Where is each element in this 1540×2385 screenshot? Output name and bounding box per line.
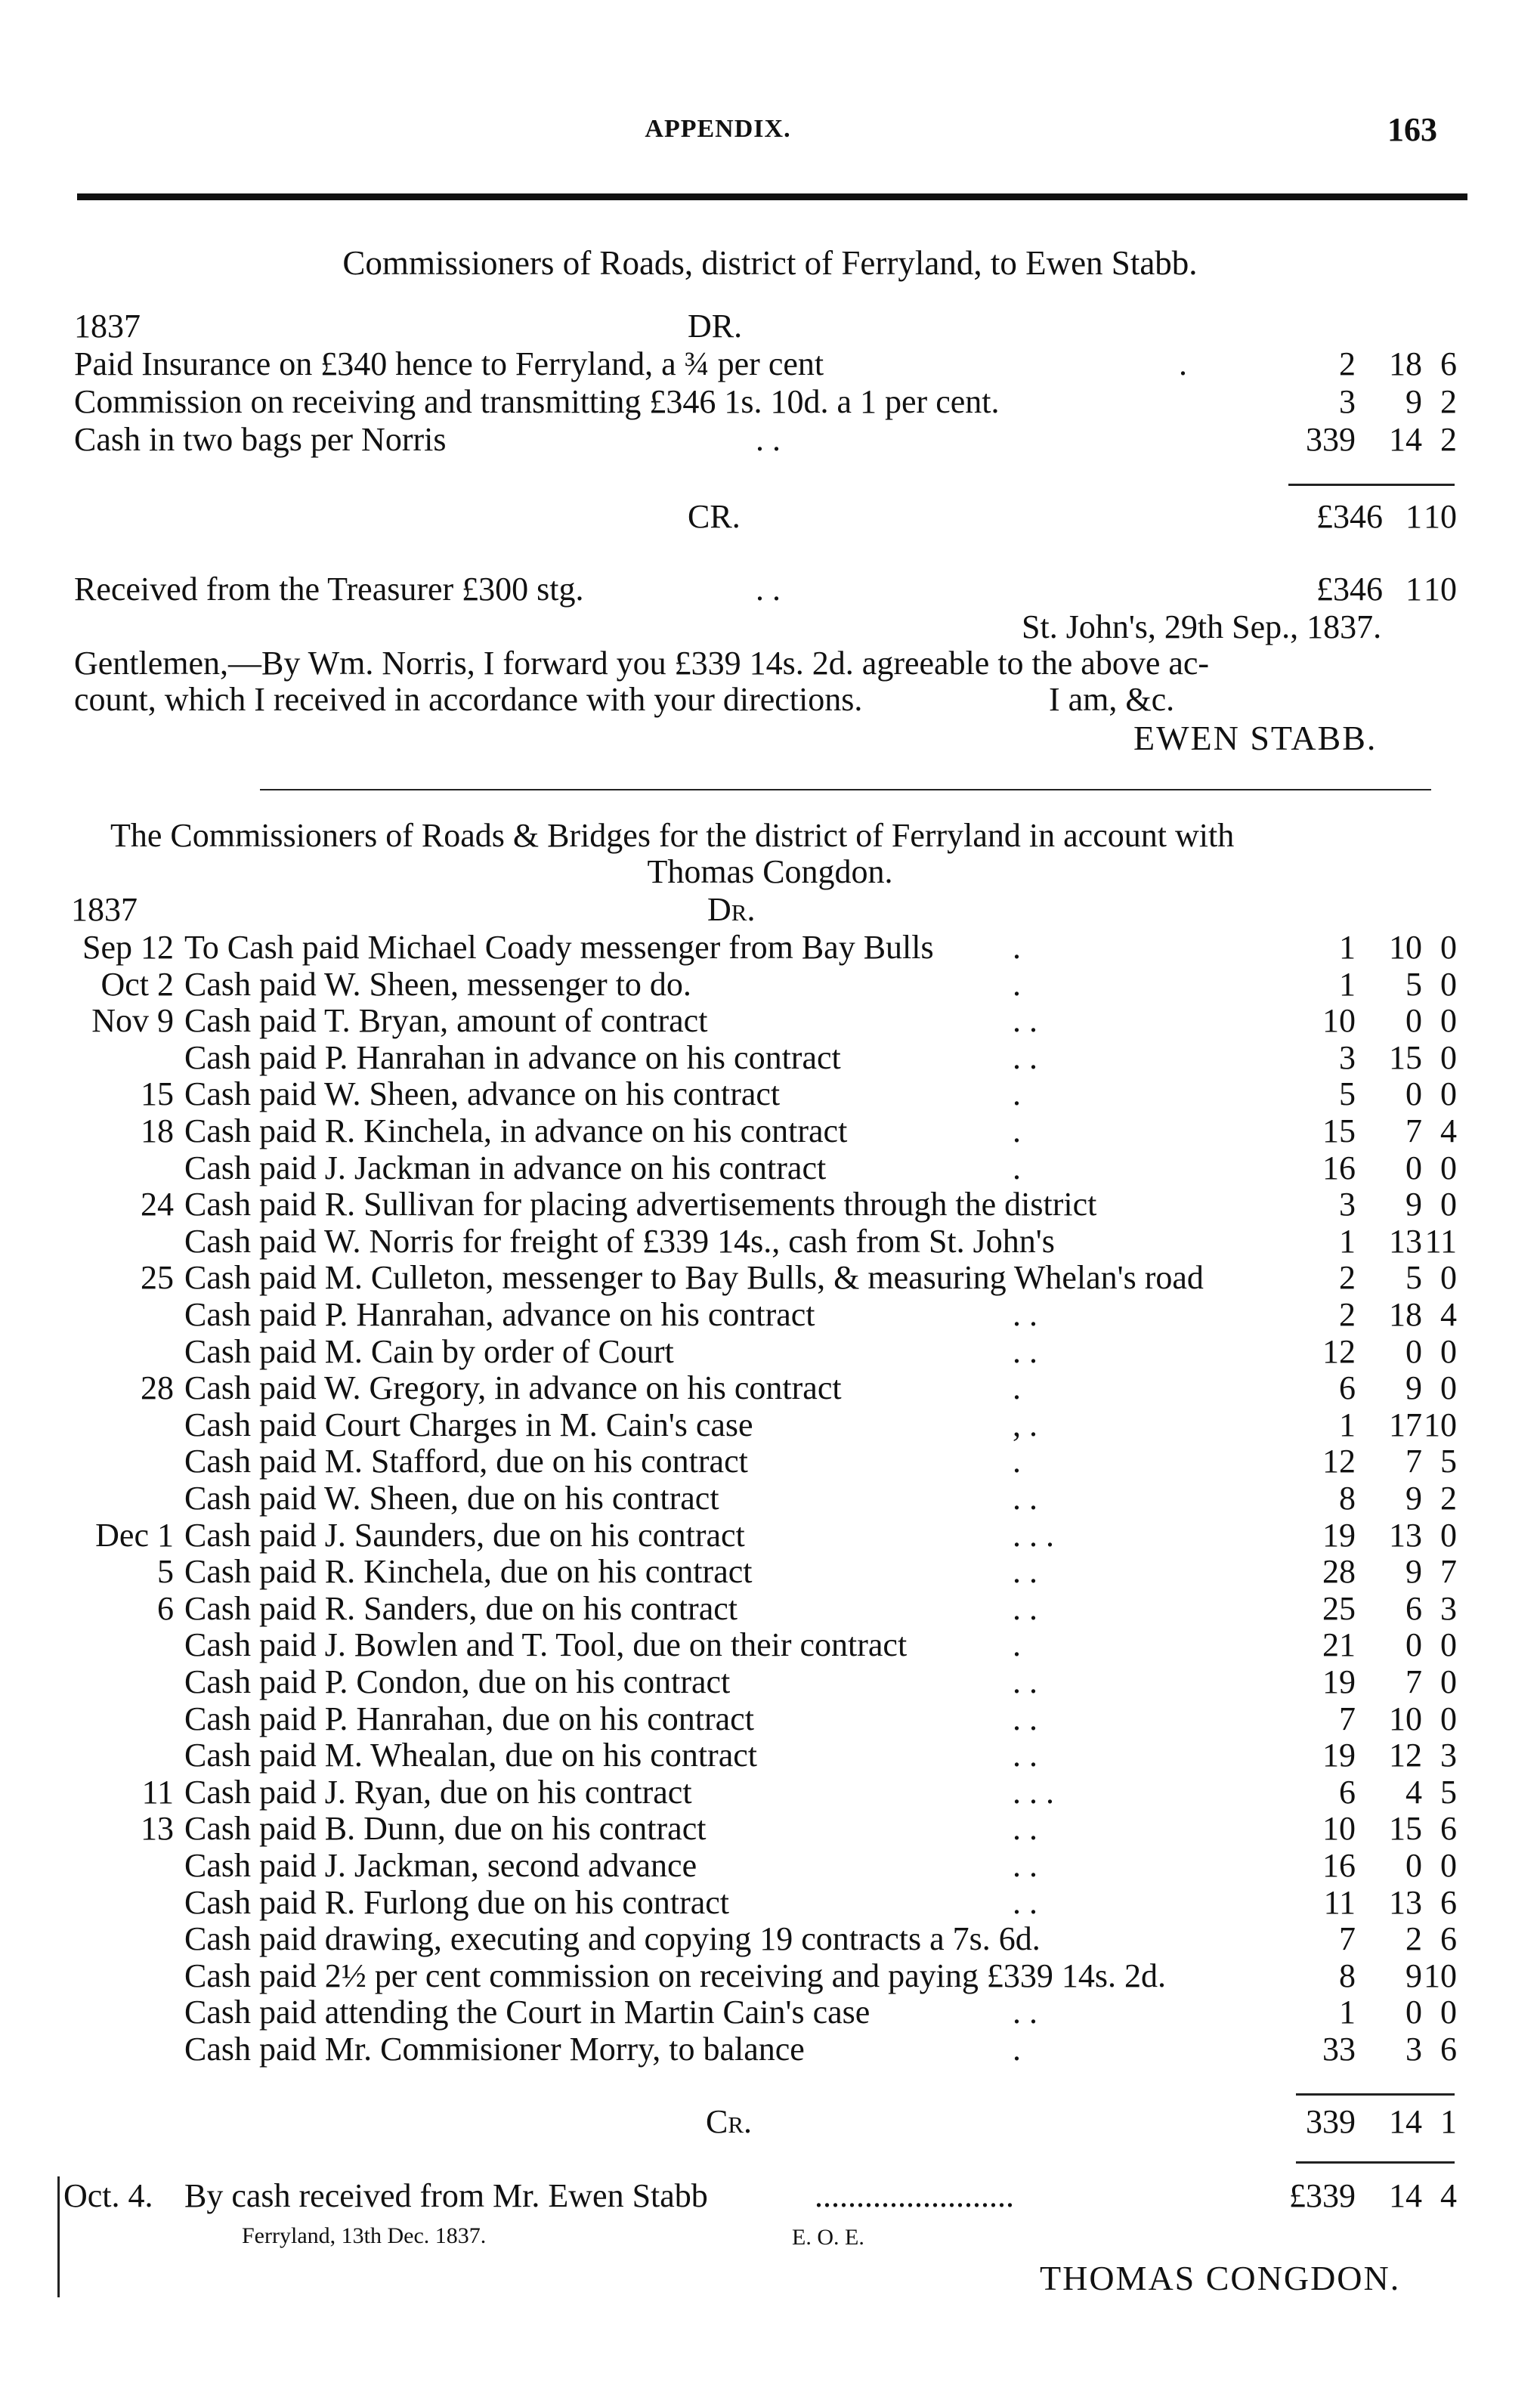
congdon-row-pence: 0 [1440, 1994, 1457, 2031]
stabb-line-text: Cash in two bags per Norris [74, 421, 447, 458]
congdon-row-dots: . [1013, 1149, 1021, 1186]
congdon-row-pounds: 10 [1322, 1002, 1356, 1039]
congdon-row-pence: 6 [1440, 2031, 1457, 2068]
congdon-row-pounds: 25 [1322, 1590, 1356, 1627]
congdon-row-pounds: 3 [1339, 1039, 1356, 1076]
congdon-row-shillings: 0 [1405, 1994, 1422, 2031]
congdon-row-pounds: 33 [1322, 2031, 1356, 2068]
congdon-row-pence: 0 [1440, 1259, 1457, 1296]
congdon-row-date: 25 [141, 1259, 174, 1296]
congdon-row-pence: 0 [1440, 1700, 1457, 1737]
congdon-row-dots: . [1013, 1626, 1021, 1663]
congdon-row-dots: . . [1013, 1590, 1037, 1627]
section-divider [260, 789, 1431, 790]
congdon-row-pence: 0 [1440, 1663, 1457, 1700]
congdon-row-pence: 0 [1440, 966, 1457, 1003]
congdon-row-pence: 0 [1440, 1333, 1457, 1370]
congdon-row-pence: 0 [1440, 929, 1457, 966]
stabb-title: Commissioners of Roads, district of Ferryland, to Ewen Stabb. [342, 244, 1198, 282]
stabb-letter-line-2: count, which I received in accordance with your directions. [74, 681, 863, 718]
congdon-row-text: Cash paid W. Sheen, advance on his contract [184, 1075, 781, 1112]
page-number: 163 [1387, 111, 1437, 148]
congdon-received-date: Oct. 4. [63, 2177, 153, 2214]
congdon-row-shillings: 13 [1389, 1223, 1422, 1260]
congdon-row-date: 18 [141, 1112, 174, 1149]
congdon-row-pounds: 12 [1322, 1443, 1356, 1480]
congdon-row-shillings: 15 [1389, 1039, 1422, 1076]
congdon-row-dots: , . [1013, 1406, 1037, 1443]
congdon-row-shillings: 12 [1389, 1737, 1422, 1774]
congdon-row-shillings: 0 [1405, 1626, 1422, 1663]
congdon-row-dots: . . . [1013, 1774, 1054, 1811]
congdon-row-dots: . [1013, 929, 1021, 966]
congdon-row-pence: 0 [1440, 1149, 1457, 1186]
congdon-row-text: Cash paid P. Condon, due on his contract [184, 1663, 731, 1700]
congdon-row-dots: . . [1013, 1700, 1037, 1737]
stabb-line-pounds: 3 [1339, 383, 1356, 420]
congdon-row-text: Cash paid R. Kinchela, due on his contract [184, 1553, 753, 1590]
stabb-line-text: Paid Insurance on £340 hence to Ferryland, a ¾ per cent [74, 345, 824, 382]
congdon-row-dots: . . [1013, 1737, 1037, 1774]
stabb-line-pence: 2 [1440, 421, 1457, 458]
stabb-letter-line-1: Gentlemen,—By Wm. Norris, I forward you £339 14s. 2d. agreeable to the above ac- [74, 645, 1210, 682]
congdon-row-pence: 0 [1440, 1369, 1457, 1406]
congdon-row-dots: . . [1013, 1480, 1037, 1517]
congdon-row-shillings: 9 [1405, 1186, 1422, 1223]
congdon-row-shillings: 7 [1405, 1112, 1422, 1149]
congdon-row-pence: 6 [1440, 1810, 1457, 1847]
congdon-row-shillings: 0 [1405, 1002, 1422, 1039]
congdon-row-pounds: 1 [1339, 1994, 1356, 2031]
stabb-received-shillings: 1 [1405, 571, 1422, 608]
stabb-line-dots: . . [756, 421, 781, 458]
congdon-row-date: Oct 2 [101, 966, 174, 1003]
stabb-total-shillings: 1 [1405, 498, 1422, 535]
congdon-row-shillings: 5 [1405, 1259, 1422, 1296]
congdon-row-pounds: 2 [1339, 1296, 1356, 1333]
congdon-row-pounds: 19 [1322, 1663, 1356, 1700]
congdon-row-pence: 5 [1440, 1774, 1457, 1811]
congdon-row-pounds: 28 [1322, 1553, 1356, 1590]
congdon-row-dots: . . [1013, 1039, 1037, 1076]
congdon-row-date: Dec 1 [95, 1517, 174, 1554]
congdon-row-shillings: 0 [1405, 1149, 1422, 1186]
congdon-total-shillings: 14 [1389, 2103, 1422, 2140]
congdon-row-shillings: 9 [1405, 1553, 1422, 1590]
congdon-row-shillings: 10 [1389, 1700, 1422, 1737]
congdon-place-date: Ferryland, 13th Dec. 1837. [242, 2223, 487, 2248]
congdon-row-text: Cash paid W. Sheen, due on his contract [184, 1480, 719, 1517]
congdon-total-rule [1296, 2093, 1455, 2096]
congdon-row-text: Cash paid W. Gregory, in advance on his contract [184, 1369, 842, 1406]
congdon-row-pounds: 21 [1322, 1626, 1356, 1663]
congdon-row-date: 5 [157, 1553, 174, 1590]
congdon-row-dots: . . [1013, 1847, 1037, 1884]
congdon-row-shillings: 18 [1389, 1296, 1422, 1333]
congdon-row-pence: 0 [1440, 1847, 1457, 1884]
congdon-row-text: Cash paid J. Saunders, due on his contract [184, 1517, 745, 1554]
congdon-row-shillings: 4 [1405, 1774, 1422, 1811]
congdon-row-pence: 0 [1440, 1517, 1457, 1554]
congdon-row-pence: 6 [1440, 1920, 1457, 1957]
congdon-row-pounds: 6 [1339, 1369, 1356, 1406]
congdon-row-text: Cash paid attending the Court in Martin Cain's case [184, 1994, 871, 2031]
stabb-received-pence: 10 [1424, 571, 1457, 608]
congdon-row-text: Cash paid P. Hanrahan in advance on his contract [184, 1039, 841, 1076]
congdon-row-text: Cash paid 2½ per cent commission on receiving and paying £339 14s. 2d. [184, 1957, 1166, 1994]
congdon-row-text: Cash paid Court Charges in M. Cain's case [184, 1406, 753, 1443]
running-header: APPENDIX. [645, 115, 791, 143]
stabb-line-shillings: 18 [1389, 345, 1422, 382]
congdon-row-pounds: 19 [1322, 1517, 1356, 1554]
congdon-row-dots: . [1013, 966, 1021, 1003]
congdon-row-text: Cash paid P. Hanrahan, due on his contract [184, 1700, 754, 1737]
congdon-row-pounds: 8 [1339, 1480, 1356, 1517]
congdon-row-dots: . . [1013, 1994, 1037, 2031]
congdon-row-shillings: 3 [1405, 2031, 1422, 2068]
congdon-row-pounds: 16 [1322, 1847, 1356, 1884]
congdon-row-shillings: 10 [1389, 929, 1422, 966]
congdon-row-pounds: 6 [1339, 1774, 1356, 1811]
stabb-dr-heading: DR. [688, 308, 743, 345]
congdon-cr-heading: Cr. [706, 2103, 753, 2140]
congdon-row-pounds: 16 [1322, 1149, 1356, 1186]
congdon-row-shillings: 9 [1405, 1480, 1422, 1517]
congdon-received-text: By cash received from Mr. Ewen Stabb [184, 2177, 708, 2214]
congdon-row-pounds: 10 [1322, 1810, 1356, 1847]
congdon-row-shillings: 9 [1405, 1957, 1422, 1994]
congdon-row-pounds: 12 [1322, 1333, 1356, 1370]
congdon-row-text: Cash paid R. Sullivan for placing advertisements through the district [184, 1186, 1097, 1223]
congdon-received-shillings: 14 [1389, 2177, 1422, 2214]
congdon-row-text: Cash paid R. Sanders, due on his contract [184, 1590, 738, 1627]
congdon-row-shillings: 0 [1405, 1847, 1422, 1884]
congdon-received-rule [1296, 2161, 1455, 2164]
congdon-received-dots: ........................ [815, 2177, 1014, 2214]
congdon-row-pence: 11 [1424, 1223, 1457, 1260]
congdon-title-line-1: The Commissioners of Roads & Bridges for the district of Ferryland in account with [110, 817, 1235, 854]
congdon-total-pence: 1 [1440, 2103, 1457, 2140]
congdon-row-text: Cash paid T. Bryan, amount of contract [184, 1002, 708, 1039]
congdon-row-dots: . [1013, 1443, 1021, 1480]
stabb-total-pounds: £346 [1316, 498, 1383, 535]
congdon-received-pence: 4 [1440, 2177, 1457, 2214]
congdon-row-pounds: 1 [1339, 1406, 1356, 1443]
congdon-row-pounds: 8 [1339, 1957, 1356, 1994]
congdon-row-text: Cash paid B. Dunn, due on his contract [184, 1810, 707, 1847]
stabb-received-pounds: £346 [1316, 571, 1383, 608]
congdon-row-pounds: 15 [1322, 1112, 1356, 1149]
congdon-row-pence: 3 [1440, 1737, 1457, 1774]
congdon-row-dots: . . [1013, 1553, 1037, 1590]
congdon-row-shillings: 0 [1405, 1075, 1422, 1112]
congdon-row-shillings: 7 [1405, 1663, 1422, 1700]
stabb-line-pence: 2 [1440, 383, 1457, 420]
congdon-row-text: Cash paid M. Culleton, messenger to Bay Bulls, & measuring Whelan's road [184, 1259, 1204, 1296]
congdon-row-shillings: 13 [1389, 1517, 1422, 1554]
congdon-row-pence: 4 [1440, 1112, 1457, 1149]
congdon-dr-heading: Dr. [707, 891, 756, 928]
congdon-row-text: Cash paid R. Kinchela, in advance on his contract [184, 1112, 848, 1149]
congdon-row-shillings: 0 [1405, 1333, 1422, 1370]
congdon-row-pence: 2 [1440, 1480, 1457, 1517]
congdon-row-dots: . . [1013, 1333, 1037, 1370]
stabb-line-text: Commission on receiving and transmitting £346 1s. 10d. a 1 per cent. [74, 383, 1000, 420]
stabb-total-pence: 10 [1424, 498, 1457, 535]
congdon-title-line-2: Thomas Congdon. [647, 853, 893, 890]
stabb-received-dots: . . [756, 571, 781, 608]
congdon-row-shillings: 2 [1405, 1920, 1422, 1957]
stabb-closing: I am, &c. [1049, 681, 1175, 718]
stabb-line-shillings: 9 [1405, 383, 1422, 420]
congdon-initials: E. O. E. [792, 2225, 864, 2250]
congdon-row-pence: 0 [1440, 1002, 1457, 1039]
congdon-row-pounds: 7 [1339, 1920, 1356, 1957]
congdon-row-text: Cash paid M. Cain by order of Court [184, 1333, 674, 1370]
congdon-row-date: 28 [141, 1369, 174, 1406]
congdon-row-pence: 0 [1440, 1039, 1457, 1076]
congdon-row-text: Cash paid J. Jackman, second advance [184, 1847, 697, 1884]
congdon-row-pence: 0 [1440, 1626, 1457, 1663]
stabb-received-text: Received from the Treasurer £300 stg. [74, 571, 584, 608]
congdon-row-pounds: 5 [1339, 1075, 1356, 1112]
congdon-total-pounds: 339 [1306, 2103, 1356, 2140]
congdon-row-pence: 4 [1440, 1296, 1457, 1333]
stabb-year: 1837 [74, 308, 141, 345]
stabb-line-pounds: 2 [1339, 345, 1356, 382]
congdon-row-dots: . . . [1013, 1517, 1054, 1554]
congdon-row-text: Cash paid M. Whealan, due on his contract [184, 1737, 757, 1774]
congdon-row-text: Cash paid J. Bowlen and T. Tool, due on their contract [184, 1626, 908, 1663]
congdon-row-text: To Cash paid Michael Coady messenger from Bay Bulls [184, 929, 934, 966]
stabb-line-shillings: 14 [1389, 421, 1422, 458]
congdon-row-dots: . . [1013, 1663, 1037, 1700]
congdon-row-pounds: 19 [1322, 1737, 1356, 1774]
stabb-place-date: St. John's, 29th Sep., 1837. [1022, 608, 1382, 645]
congdon-row-shillings: 5 [1405, 966, 1422, 1003]
congdon-row-date: 24 [141, 1186, 174, 1223]
congdon-row-text: Cash paid P. Hanrahan, advance on his contract [184, 1296, 815, 1333]
congdon-row-shillings: 13 [1389, 1884, 1422, 1921]
congdon-row-shillings: 7 [1405, 1443, 1422, 1480]
congdon-row-text: Cash paid Mr. Commisioner Morry, to balance [184, 2031, 805, 2068]
congdon-row-pounds: 2 [1339, 1259, 1356, 1296]
congdon-row-pence: 10 [1424, 1406, 1457, 1443]
stabb-signature: EWEN STABB. [1133, 719, 1378, 757]
congdon-row-text: Cash paid J. Jackman in advance on his contract [184, 1149, 827, 1186]
congdon-row-pounds: 1 [1339, 966, 1356, 1003]
congdon-row-shillings: 17 [1389, 1406, 1422, 1443]
congdon-row-date: Sep 12 [82, 929, 174, 966]
congdon-row-dots: . . [1013, 1810, 1037, 1847]
congdon-row-dots: . . [1013, 1296, 1037, 1333]
congdon-row-date: 15 [141, 1075, 174, 1112]
margin-line [57, 2176, 60, 2297]
congdon-row-pounds: 11 [1323, 1884, 1356, 1921]
congdon-row-text: Cash paid drawing, executing and copying 19 contracts a 7s. 6d. [184, 1920, 1041, 1957]
congdon-row-text: Cash paid W. Norris for freight of £339 14s., cash from St. John's [184, 1223, 1055, 1260]
congdon-row-dots: . [1013, 1369, 1021, 1406]
congdon-row-pounds: 7 [1339, 1700, 1356, 1737]
congdon-row-pence: 3 [1440, 1590, 1457, 1627]
congdon-row-dots: . [1013, 1075, 1021, 1112]
congdon-row-date: 11 [141, 1774, 174, 1811]
congdon-row-pounds: 1 [1339, 929, 1356, 966]
congdon-row-pence: 7 [1440, 1553, 1457, 1590]
stabb-line-pounds: 339 [1306, 421, 1356, 458]
stabb-line-dots: . [1179, 345, 1187, 382]
congdon-row-dots: . . [1013, 1884, 1037, 1921]
stabb-total-rule [1288, 484, 1455, 486]
congdon-received-pounds: £339 [1289, 2177, 1356, 2214]
congdon-row-text: Cash paid W. Sheen, messenger to do. [184, 966, 691, 1003]
congdon-row-dots: . . [1013, 1002, 1037, 1039]
stabb-line-pence: 6 [1440, 345, 1457, 382]
congdon-row-shillings: 9 [1405, 1369, 1422, 1406]
congdon-row-dots: . [1013, 1112, 1021, 1149]
congdon-row-date: 6 [157, 1590, 174, 1627]
congdon-row-text: Cash paid R. Furlong due on his contract [184, 1884, 730, 1921]
congdon-year: 1837 [71, 891, 138, 928]
congdon-row-pence: 0 [1440, 1186, 1457, 1223]
congdon-row-dots: . [1013, 2031, 1021, 2068]
congdon-row-pence: 5 [1440, 1443, 1457, 1480]
congdon-signature: THOMAS CONGDON. [1040, 2259, 1401, 2297]
congdon-row-text: Cash paid M. Stafford, due on his contract [184, 1443, 748, 1480]
congdon-row-date: Nov 9 [91, 1002, 174, 1039]
congdon-row-shillings: 6 [1405, 1590, 1422, 1627]
congdon-row-pence: 10 [1424, 1957, 1457, 1994]
congdon-row-pence: 0 [1440, 1075, 1457, 1112]
congdon-row-shillings: 15 [1389, 1810, 1422, 1847]
stabb-cr-heading: CR. [688, 498, 741, 535]
congdon-row-text: Cash paid J. Ryan, due on his contract [184, 1774, 692, 1811]
header-rule [77, 193, 1467, 200]
congdon-row-date: 13 [141, 1810, 174, 1847]
congdon-row-pounds: 3 [1339, 1186, 1356, 1223]
congdon-row-pounds: 1 [1339, 1223, 1356, 1260]
congdon-row-pence: 6 [1440, 1884, 1457, 1921]
